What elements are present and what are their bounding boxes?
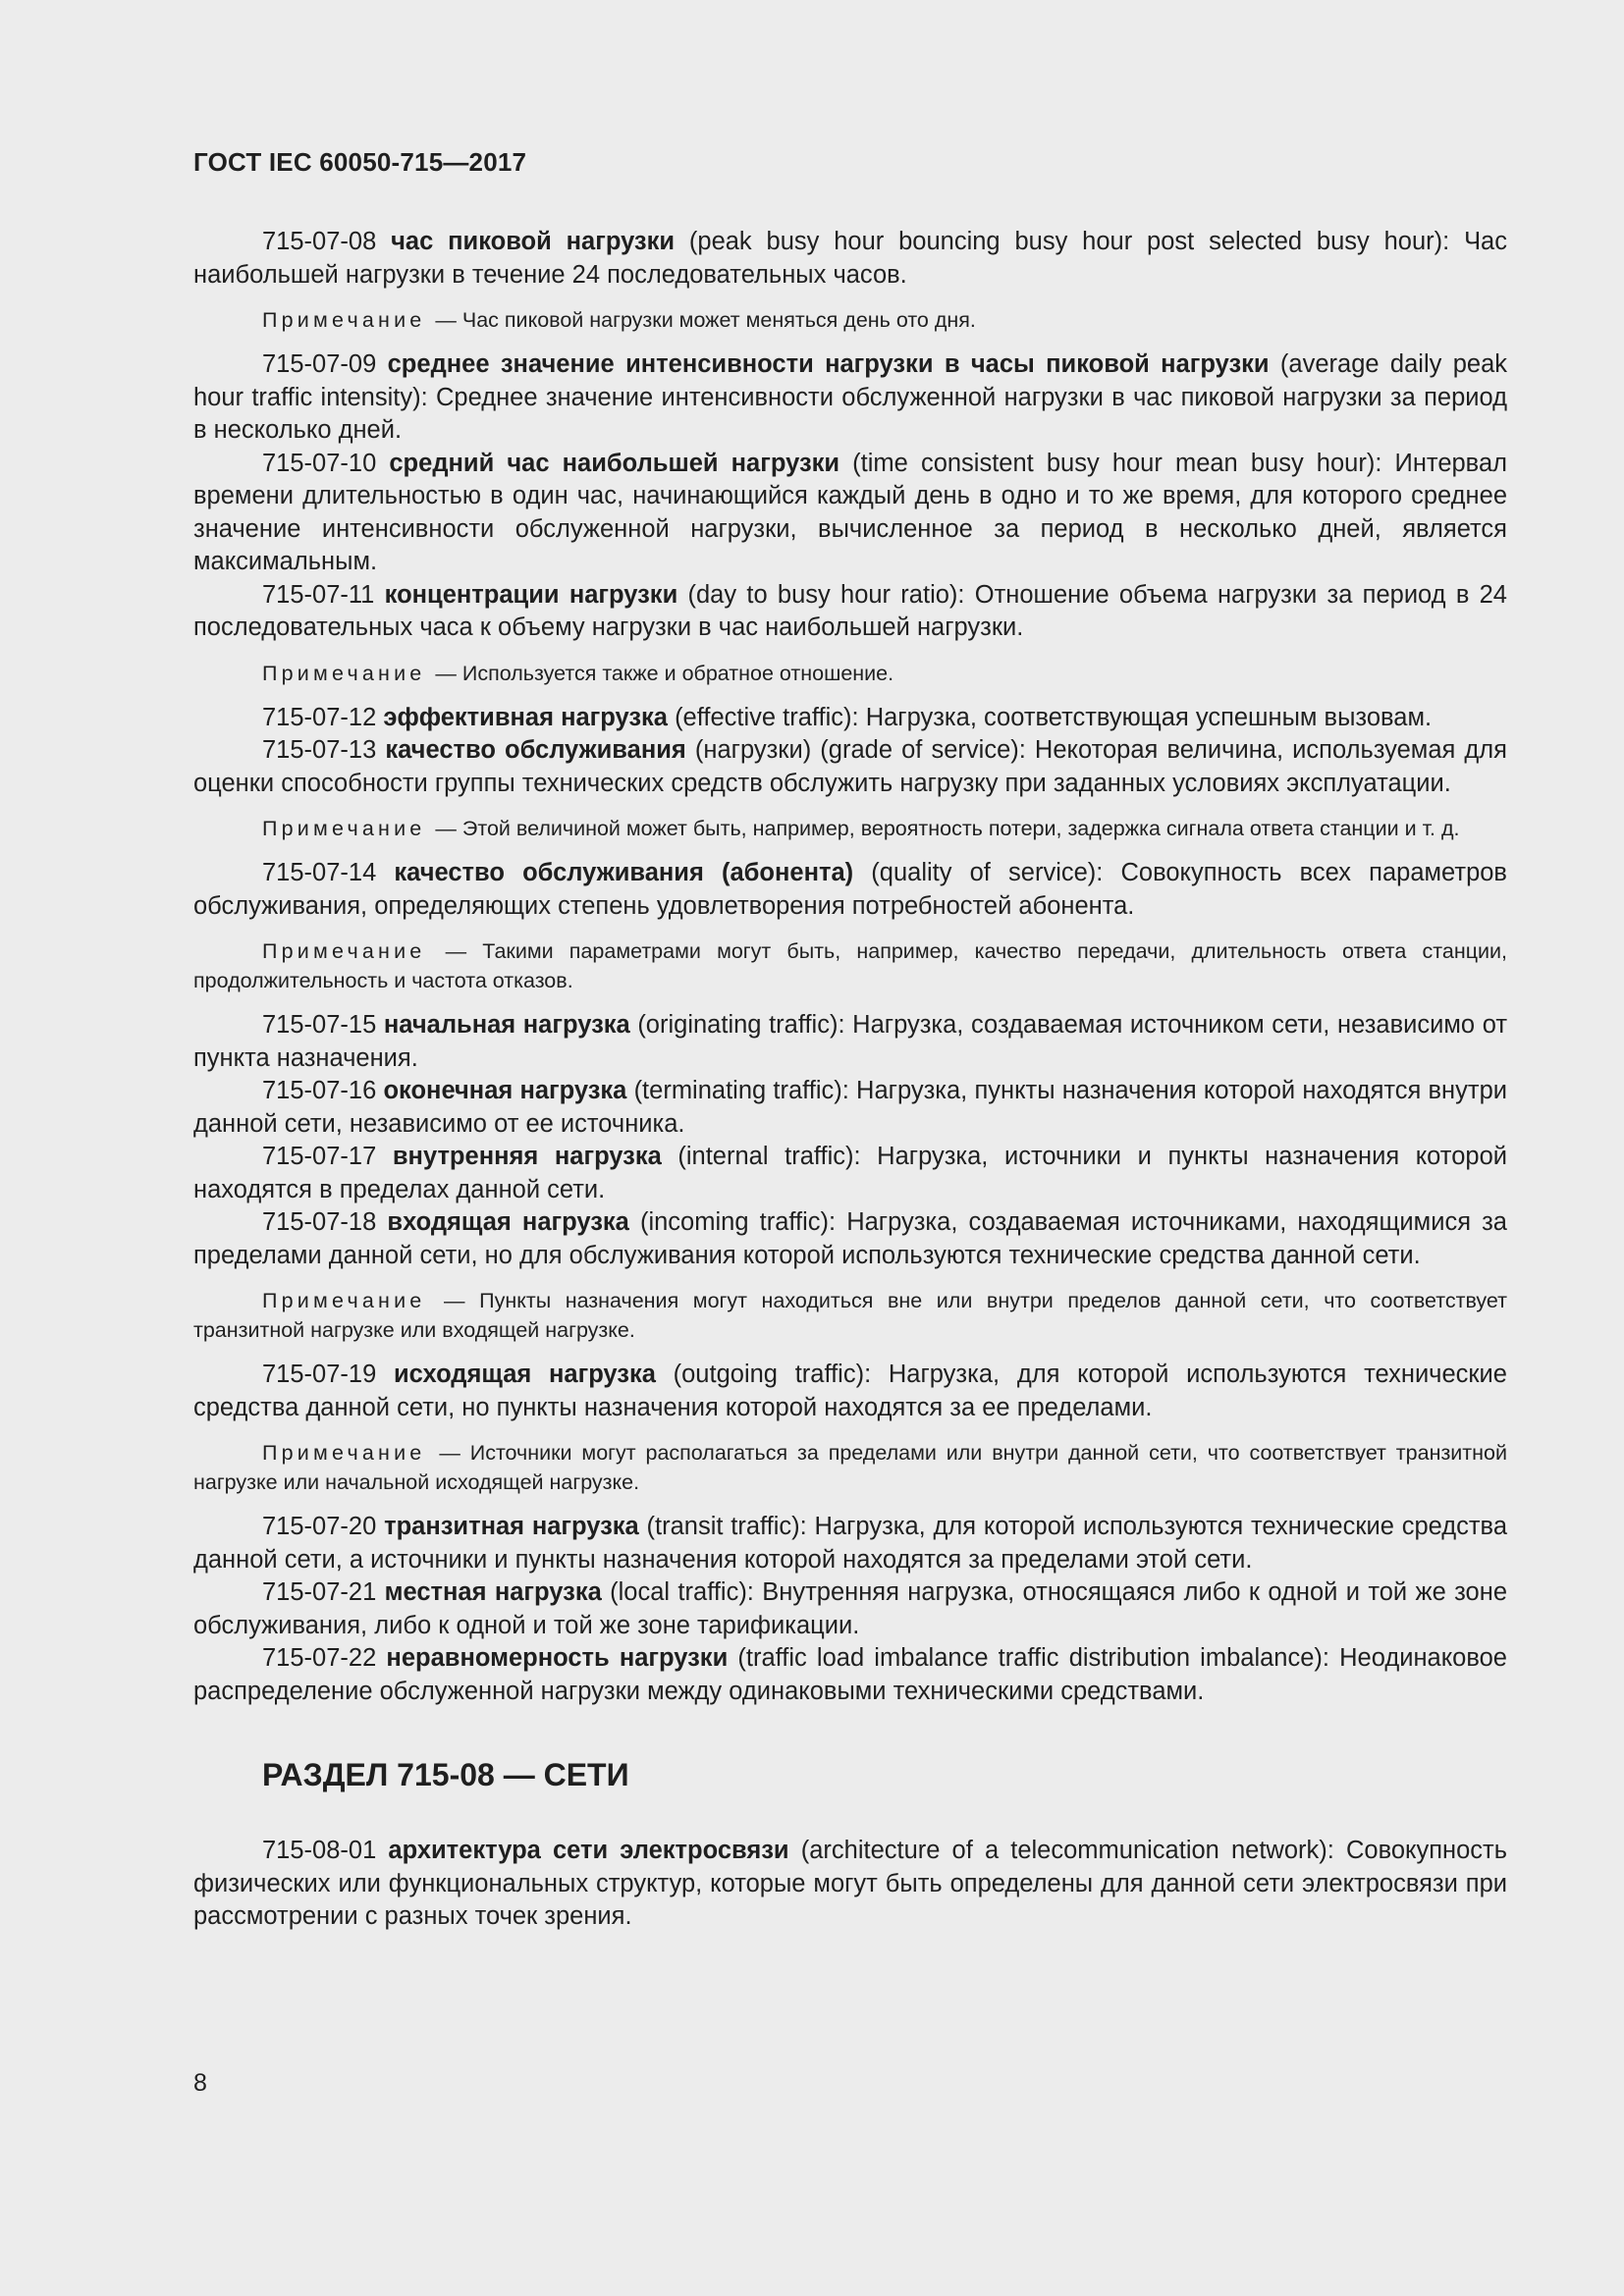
note-text: — Используется также и обратное отношение. [429, 661, 894, 685]
term-entry [193, 1359, 1507, 1424]
term-code: 715-07-15 [262, 1011, 377, 1039]
term-name: оконечная нагрузка [383, 1077, 627, 1104]
term-definition: (incoming traffic): Нагрузка, создаваемая источниками, находящимися за пределами данной сети, но для обслуживания которой используются технические средства данной сети. [193, 1208, 1507, 1269]
term-entry [193, 226, 1507, 292]
note [193, 305, 1507, 335]
term-definition: (local traffic): Внутренняя нагрузка, относящаяся либо к одной и той же зоне обслуживания, либо к одной и той же зоне тарификации. [193, 1578, 1507, 1639]
term-entry [193, 348, 1507, 448]
note [193, 936, 1507, 995]
term-name: качество обслуживания [385, 736, 686, 764]
term-code: 715-07-18 [262, 1208, 377, 1236]
note-text: — Такими параметрами могут быть, например, качество передачи, длительность ответа станции, продолжительность и частота отказов. [193, 939, 1507, 992]
note-text: — Пункты назначения могут находиться вне или внутри пределов данной сети, что соответствует транзитной нагрузке или входящей нагрузке. [193, 1289, 1507, 1342]
term-code: 715-07-16 [262, 1077, 377, 1104]
term-code: 715-07-08 [262, 228, 377, 255]
document-header: ГОСТ IEC 60050-715—2017 [193, 147, 527, 177]
note-label: Примечание [262, 1441, 426, 1465]
term-code: 715-07-19 [262, 1361, 377, 1388]
term-name: местная нагрузка [384, 1578, 602, 1606]
note [193, 814, 1507, 843]
term-name: эффективная нагрузка [383, 703, 668, 731]
page-number: 8 [193, 2069, 207, 2097]
note [193, 1286, 1507, 1345]
term-name: концентрации нагрузки [384, 580, 678, 609]
term-name: средний час наибольшей нагрузки [389, 449, 840, 477]
term-name: архитектура сети электросвязи [388, 1837, 789, 1864]
term-code: 715-07-17 [262, 1143, 377, 1170]
term-definition: (terminating traffic): Нагрузка, пункты назначения которой находятся внутри данной сети, независимо от ее источника. [193, 1077, 1507, 1138]
term-definition: (average daily peak hour traffic intensity): Среднее значение интенсивности обслуженной нагрузки в час пиковой нагрузки за период в несколько дней. [193, 350, 1507, 444]
term-entry [193, 1642, 1507, 1708]
term-code: 715-08-01 [262, 1837, 377, 1864]
term-definition: (нагрузки) (grade of service): Некоторая величина, используемая для оценки способности группы технических средств обслужить нагрузку при заданных условиях эксплуатации. [193, 736, 1507, 797]
term-name: начальная нагрузка [383, 1011, 630, 1039]
term-code: 715-07-10 [262, 449, 377, 477]
term-entry [193, 1075, 1507, 1141]
term-code: 715-07-13 [262, 736, 377, 764]
note-text: — Этой величиной может быть, например, вероятность потери, задержка сигнала ответа станции и т. д. [429, 817, 1460, 840]
term-name: час пиковой нагрузки [391, 228, 676, 255]
term-definition: (traffic load imbalance traffic distribution imbalance): Неодинаковое распределение обслуженной нагрузки между одинаковыми техническими средствами. [193, 1644, 1507, 1705]
section-heading: РАЗДЕЛ 715-08 — СЕТИ [262, 1757, 629, 1792]
term-entry [193, 579, 1507, 645]
term-definition: (transit traffic): Нагрузка, для которой используются технические средства данной сети, а источники и пункты назначения которой находятся за пределами этой сети. [193, 1513, 1508, 1574]
term-definition: (quality of service): Совокупность всех параметров обслуживания, определяющих степень удовлетворения потребностей абонента. [193, 859, 1507, 920]
term-definition: (outgoing traffic): Нагрузка, для которой используются технические средства данной сети, но пункты назначения которой находятся за ее пределами. [193, 1361, 1507, 1421]
term-code: 715-07-14 [262, 859, 377, 886]
term-name: неравномерность нагрузки [386, 1644, 729, 1672]
note-label: Примечание [262, 817, 426, 840]
note-label: Примечание [262, 661, 426, 685]
term-definition: (internal traffic): Нагрузка, источники и пункты назначения которой находятся в пределах данной сети. [193, 1143, 1507, 1203]
term-code: 715-07-09 [262, 350, 377, 378]
note [193, 659, 1507, 688]
term-entry [193, 1576, 1507, 1642]
term-entry [193, 1141, 1507, 1206]
term-definition: (day to busy hour ratio): Отношение объема нагрузки за период в 24 последовательных часа к объему нагрузки в час наибольшей нагрузки. [193, 580, 1507, 641]
term-code: 715-07-11 [262, 580, 375, 609]
term-entry [193, 1009, 1507, 1075]
term-entry [193, 1835, 1507, 1934]
term-code: 715-07-22 [262, 1644, 377, 1672]
note-label: Примечание [262, 1289, 426, 1312]
term-code: 715-07-12 [262, 703, 377, 731]
term-entry [193, 702, 1507, 735]
term-code: 715-07-21 [262, 1578, 377, 1606]
document-body [193, 226, 1507, 1934]
term-definition: (architecture of a telecommunication network): Совокупность физических или функциональных структур, которые могут быть определены для данной сети электросвязи при рассмотрении с разных точек зрения. [193, 1837, 1507, 1930]
term-definition: (peak busy hour bouncing busy hour post selected busy hour): Час наибольшей нагрузки в течение 24 последовательных часов. [193, 228, 1507, 289]
note [193, 1438, 1507, 1497]
term-name: внутренняя нагрузка [392, 1143, 662, 1170]
term-name: входящая нагрузка [387, 1208, 629, 1236]
note-label: Примечание [262, 939, 426, 963]
note-label: Примечание [262, 308, 426, 332]
term-definition: (effective traffic): Нагрузка, соответствующая успешным вызовам. [667, 703, 1433, 731]
term-definition: (time consistent busy hour mean busy hour): Интервал времени длительностью в один час, начинающийся каждый день в одно и то же время, для которого среднее значение интенсивности обслуженной нагрузки, вычисленное за период в несколько дней, является максимальным. [193, 449, 1508, 575]
term-entry [193, 857, 1507, 923]
term-definition: (originating traffic): Нагрузка, создаваемая источником сети, независимо от пункта назначения. [193, 1011, 1507, 1072]
term-entry [193, 734, 1507, 800]
note-text: — Час пиковой нагрузки может меняться день ото дня. [429, 308, 976, 332]
term-name: среднее значение интенсивности нагрузки в часы пиковой нагрузки [387, 350, 1270, 378]
term-name: качество обслуживания (абонента) [394, 859, 854, 886]
note-text: — Источники могут располагаться за пределами или внутри данной сети, что соответствует транзитной нагрузке или начальной исходящей нагрузке. [193, 1441, 1507, 1494]
term-entry [193, 1206, 1507, 1272]
term-entry [193, 448, 1507, 579]
term-name: транзитная нагрузка [384, 1513, 639, 1540]
term-entry [193, 1511, 1507, 1576]
term-name: исходящая нагрузка [394, 1361, 656, 1388]
term-code: 715-07-20 [262, 1513, 377, 1540]
